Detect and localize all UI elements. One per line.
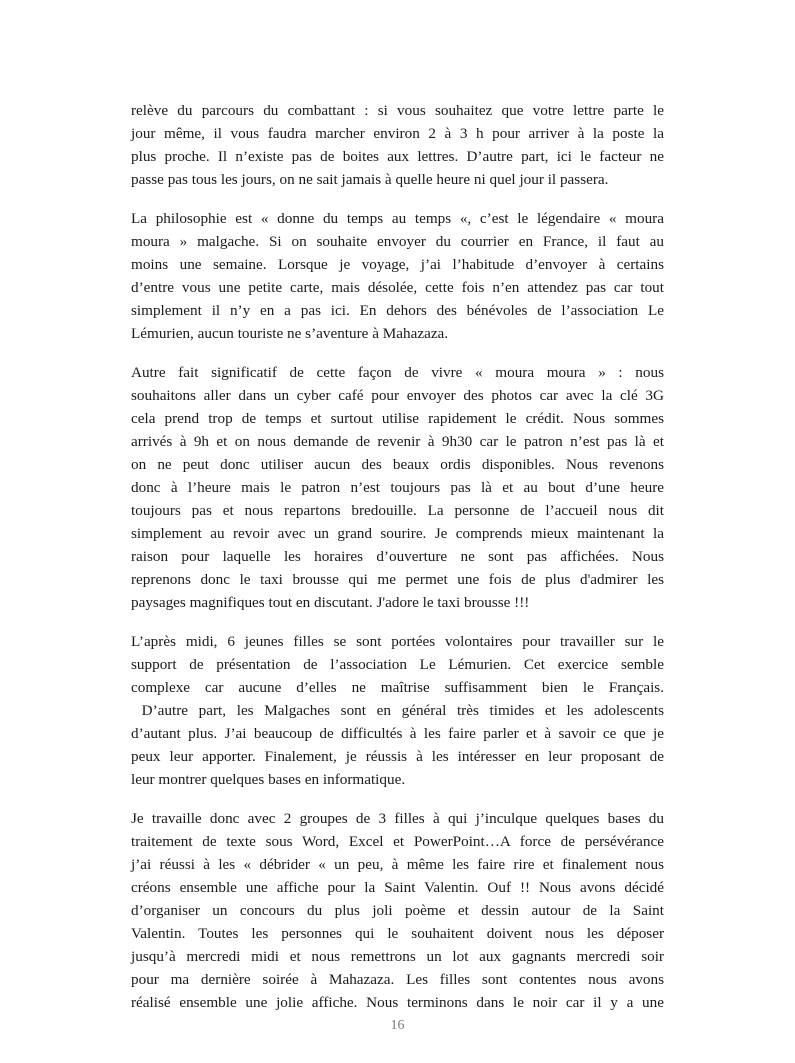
text-line: on ne peut donc utiliser aucun des beaux ordis disponibles. Nous revenons bbox=[131, 456, 664, 473]
text-line: La philosophie est « donne du temps au temps «, c’est le légendaire « moura bbox=[131, 210, 664, 227]
text-line: moins une semaine. Lorsque je voyage, j’ai l’habitude d’envoyer à certains bbox=[131, 256, 664, 273]
text-line: moura » malgache. Si on souhaite envoyer du courrier en France, il faut au bbox=[131, 233, 664, 250]
paragraph-4 bbox=[131, 630, 664, 791]
paragraph-1 bbox=[131, 99, 664, 191]
text-line: peux leur apporter. Finalement, je réussis à les intéresser en leur proposant de bbox=[131, 748, 664, 765]
text-line: créons ensemble une affiche pour la Saint Valentin. Ouf !! Nous avons décidé bbox=[131, 879, 664, 896]
page-number: 16 bbox=[390, 1018, 405, 1033]
text-line: paysages magnifiques tout en discutant. J'adore le taxi brousse !!! bbox=[131, 594, 530, 611]
text-line: support de présentation de l’association Le Lémurien. Cet exercice semble bbox=[131, 656, 664, 673]
text-line: traitement de texte sous Word, Excel et PowerPoint…A force de persévérance bbox=[131, 833, 664, 850]
text-line: simplement il n’y en a pas ici. En dehors des bénévoles de l’association Le bbox=[131, 302, 664, 319]
text-line: arrivés à 9h et on nous demande de revenir à 9h30 car le patron n’est pas là et bbox=[131, 433, 664, 450]
text-line: L’après midi, 6 jeunes filles se sont portées volontaires pour travailler sur le bbox=[131, 633, 664, 650]
paragraph-3 bbox=[131, 361, 664, 614]
text-line: plus proche. Il n’existe pas de boites aux lettres. D’autre part, ici le facteur ne bbox=[131, 148, 664, 165]
text-line: cela prend trop de temps et surtout utilise rapidement le crédit. Nous sommes bbox=[131, 410, 664, 427]
text-line: relève du parcours du combattant : si vous souhaitez que votre lettre parte le bbox=[131, 102, 664, 119]
text-line: donc à l’heure mais le patron n’est toujours pas là et au bout d’une heure bbox=[131, 479, 664, 496]
text-line: réalisé ensemble une jolie affiche. Nous terminons dans le noir car il y a une bbox=[131, 994, 664, 1011]
paragraph-5 bbox=[131, 807, 664, 1014]
paragraph-2 bbox=[131, 207, 664, 345]
text-line: souhaitons aller dans un cyber café pour envoyer des photos car avec la clé 3G bbox=[131, 387, 664, 404]
text-line: raison pour laquelle les horaires d’ouverture ne sont pas affichées. Nous bbox=[131, 548, 664, 565]
text-line: Lémurien, aucun touriste ne s’aventure à Mahazaza. bbox=[131, 325, 449, 342]
text-line: leur montrer quelques bases en informatique. bbox=[131, 771, 406, 788]
text-line: j’ai réussi à les « débrider « un peu, à même les faire rire et finalement nous bbox=[131, 856, 664, 873]
text-line: simplement au revoir avec un grand sourire. Je comprends mieux maintenant la bbox=[131, 525, 664, 542]
text-line: Valentin. Toutes les personnes qui le souhaitent doivent nous les déposer bbox=[131, 925, 664, 942]
text-line: Je travaille donc avec 2 groupes de 3 filles à qui j’inculque quelques bases du bbox=[131, 810, 664, 827]
text-line: D’autre part, les Malgaches sont en général très timides et les adolescents bbox=[131, 702, 664, 719]
text-line: reprenons donc le taxi brousse qui me permet une fois de plus d'admirer les bbox=[131, 571, 664, 588]
body-text bbox=[131, 99, 664, 1014]
text-line: pour ma dernière soirée à Mahazaza. Les filles sont contentes nous avons bbox=[131, 971, 664, 988]
text-line: Autre fait significatif de cette façon de vivre « moura moura » : nous bbox=[131, 364, 664, 381]
text-line: jusqu’à mercredi midi et nous remettrons un lot aux gagnants mercredi soir bbox=[131, 948, 664, 965]
text-line: toujours pas et nous repartons bredouille. La personne de l’accueil nous dit bbox=[131, 502, 664, 519]
text-line: d’organiser un concours du plus joli poème et dessin autour de la Saint bbox=[131, 902, 664, 919]
text-line: passe pas tous les jours, on ne sait jamais à quelle heure ni quel jour il passera. bbox=[131, 171, 609, 188]
text-line: jour même, il vous faudra marcher environ 2 à 3 h pour arriver à la poste la bbox=[131, 125, 664, 142]
text-line: d’autant plus. J’ai beaucoup de difficultés à les faire parler et à savoir ce que je bbox=[131, 725, 664, 742]
text-line: d’entre vous une petite carte, mais désolée, cette fois n’en attendez pas car tout bbox=[131, 279, 664, 296]
text-line: complexe car aucune d’elles ne maîtrise suffisamment bien le Français. bbox=[131, 679, 664, 696]
